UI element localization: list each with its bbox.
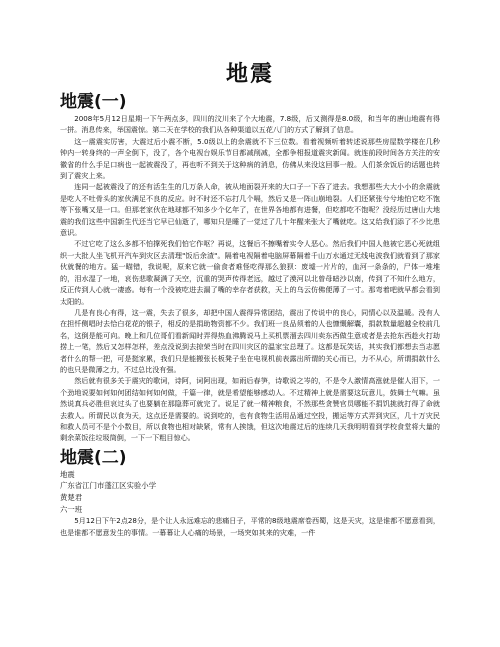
section-heading: 地震(一) bbox=[60, 92, 127, 112]
school-name: 广东省江门市蓬江区实验小学 bbox=[60, 481, 157, 491]
paragraph: 连同一起被震没了的还有活生生的几万条人命，被从地面裂开来的大口子一下吞了进去。我想那些大大小小的余震就是吃人不吐骨头的家伙满足不良的反应。时不时还不忘打几个嗝，然后又是一阵山崩地裂。人们还紧张兮兮地怕它吃不饱等下张嘴又是一口。但那老家伙在地球都不知多少个亿年了，在世界各地都有进餐，但吃都吃不饱呢？没经历过唐山大地震的我们这些中国新生代还当它早已仙逝了，哪知只是睡了一觉过了几十年醒来张大了嘴就吃。这又给我们添了不少比患意识。 bbox=[60, 182, 440, 238]
paragraph: 这一震震实厉害，大震过后小震不断，5.0级以上的余震就不下三位数。看着视频听着转述说那些房屋数学楼在几秒钟内一转身终的一声全倒下，没了，各个电视台娱乐节目都减削减，全都争相报道震灾新闻。就连前段时间各方关注的安徽省的什么手足口病也一起被震没了，再也听不到关于这种病的消息，仿佛从来没这回事一般。人们茶余饭后的话题也转到了震灾上来。 bbox=[60, 136, 440, 181]
paragraph: 不过它吃了这么多都不怕撑死我们怕它作呕？再说，这餐后不擦嘴着实令人恶心。然后我们中国人他被它恶心死就组织一大批人坐飞机开汽车到灾区去清理"饭后余渣"。隔着电视隔着电脑屏幕隔着千山万水通过无线电波我们就看到了那家伙就餐的地方。猛一瞄错，我说呢，原来它就一偷食者难怪吃得那么狼狈：废墟一片片的，血河一条条的，尸体一堆堆的，泪水湿了一地，哀伤悲歌凝满了天空，沉重的哭声传得老远，越过了漠河以北曾母暗沙以南，传到了不知什么地方，反正传到人心就一凄惑。每有一个没被吃进去漏了嘴的幸存者获救，天上的乌云仿佛便薄了一寸。那弯着吧就早都会看到太阳的。 bbox=[60, 239, 440, 306]
essay-title: 地震 bbox=[60, 469, 75, 479]
section-earthquake-1 bbox=[60, 92, 440, 444]
document-title: 地震 bbox=[225, 62, 274, 87]
section-heading: 地震(二) bbox=[60, 447, 127, 468]
paragraph: 然后就有很多关于震灾的歌词，诗阿，词阿出现，如雨后春笋，诗歌说之岑的，不是令人激情高涨就是催人泪下，一个劲地说要如何如何团结如何如何做，千篇一律，就是希望能够感动人。不过精神上就是需要这玩意儿，鼓舞士气嘛。虽然说真兵必胜但哀过头了也要躺在那隐葬可就完了。说足了就一精神粮食，不然那些贪赞官员哪能不捐饥挑就打得了命就去救人。所谓民以食为天，这点还是需要的。说到吃的，也有食物生活用品通过空投，搬运等方式弄到灾区，几十万灾民和救人员可不是个小数目，所以食物也相对缺紧，常有人挨饿，但这次地震过后的连续几天我明明看到学校食堂将大量的剩余菜饭往垃圾筒倒，一下一下粗目惊心。 bbox=[60, 376, 440, 443]
paragraph: 5月12日下午2点28分，是个让人永远难忘的悲痛日子，平常的8级地震席卷西蜀，这是天灾，这是谁都不愿意看到，也是谁都不愿意发生的事情。一幕幕让人心痛的场景，一场突如其来的灾难，一件 bbox=[60, 516, 440, 537]
paragraph: 几是有良心有得，这一震，失去了很多，却把中国人震得异常团结，震出了传说中的良心，同情心以及温暖。没有人在担忏侧唱时去恰白花花的银子，相反的是捐助物资都不少。我们班一良品须着的人也慷慨解囊，捐款数量超越全校前几名，这倒是能可向。晚上和几位哥们看新闻时弄得热血沸腾说马上买机票溜去四川卖东西做生意或者是去抢东西趁火打劫捞上一笔，然后又怎样怎样，差点没说到去掠荣当时在四川灾区的温家宝总理了。这都是玩笑话，其实我们都想去当志愿者什么的帮一把，可是挺家累，我们只是能搬张长板凳子坐在电视机前表露出所谓的关心而已，力不从心，所谓捐款什么的也只是微薄之力，不过总比没有强。 bbox=[60, 307, 440, 374]
section-earthquake-2 bbox=[60, 448, 440, 538]
author-name: 黄楚君 bbox=[60, 492, 83, 502]
paragraph: 2008年5月12日星期一下午两点多，四川的汶川来了个大地震，7.8级，后又测得是8.0级，和当年的唐山地震有得一拼。消息传来，举国震惊。第二天在学校的我们从各种渠道以五花八门的方式了解到了信息。 bbox=[60, 114, 440, 135]
class-name: 六一班 bbox=[60, 504, 83, 514]
